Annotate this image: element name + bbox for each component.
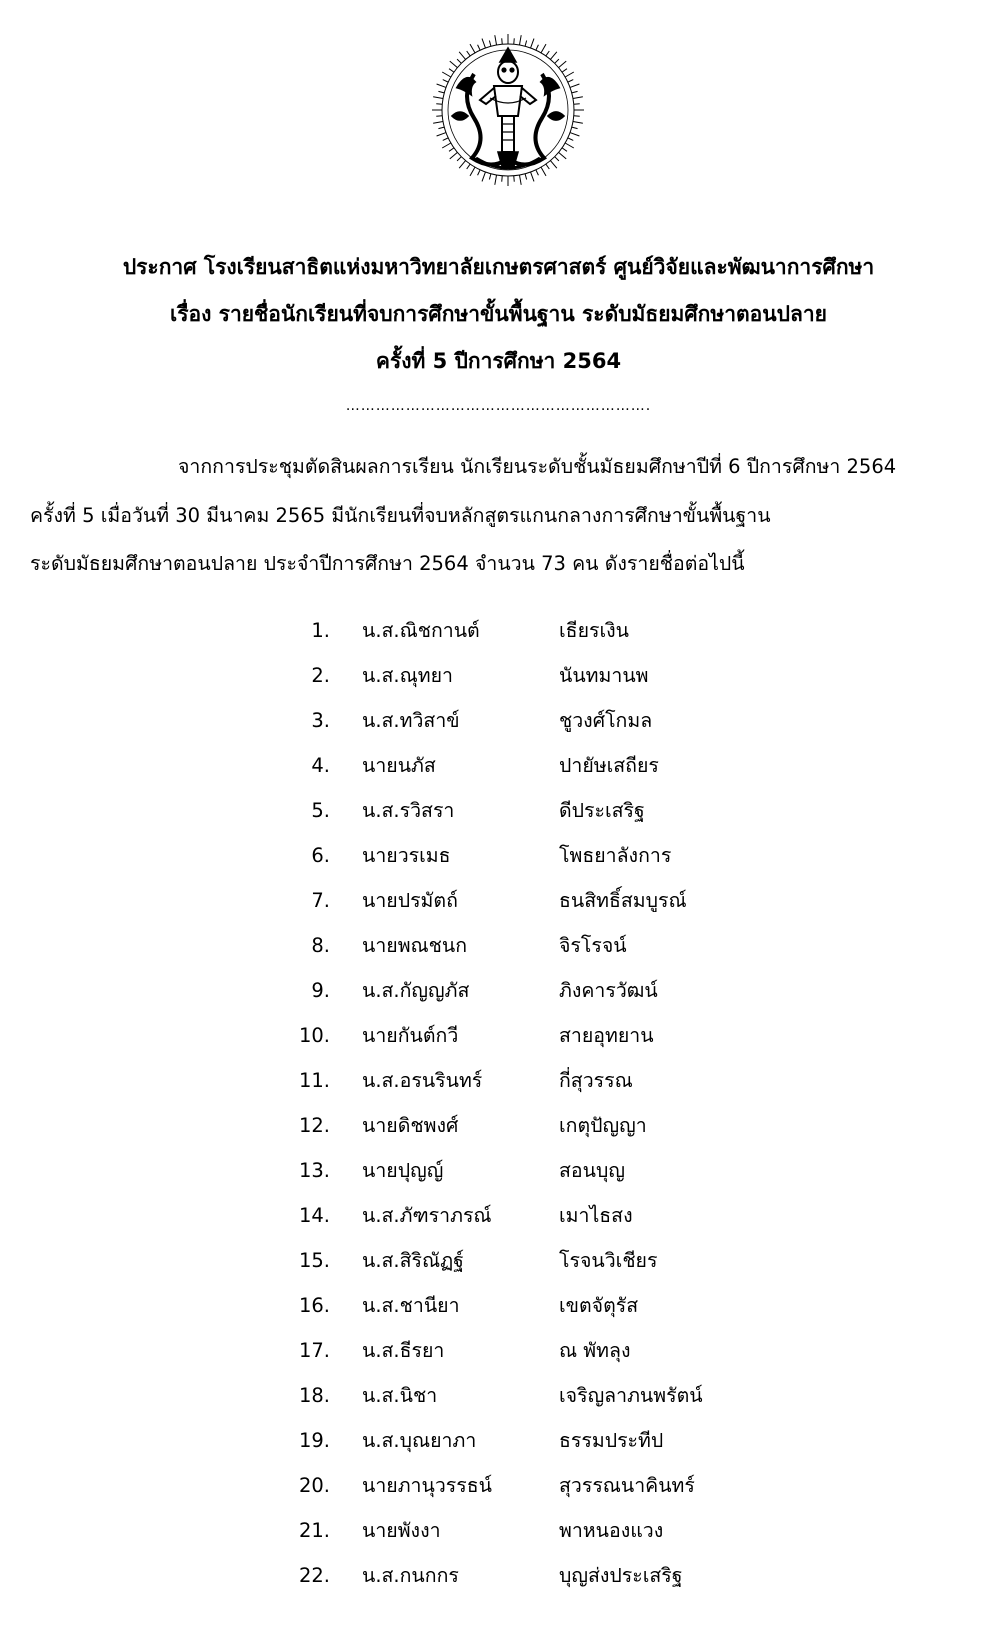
emblem-ray (514, 38, 515, 44)
student-number: 12. (298, 1114, 330, 1137)
emblem-ray (562, 69, 567, 72)
student-number: 1. (311, 619, 330, 642)
emblem-ray (525, 40, 527, 46)
student-number: 3. (311, 709, 330, 732)
emblem-ray (565, 72, 574, 77)
list-item (0, 1518, 997, 1563)
student-number: 4. (311, 754, 330, 777)
student-first-name: น.ส.ณิชกานต์ (362, 619, 480, 642)
student-last-name: สอนบุญ (559, 1159, 625, 1182)
emblem-ray (443, 138, 448, 141)
student-last-name: เมาไธสง (559, 1204, 633, 1227)
emblem-ray (450, 61, 458, 67)
emblem-ray (525, 174, 527, 180)
list-item (0, 1158, 997, 1203)
student-number: 9. (311, 979, 330, 1002)
emblem-ray (436, 116, 442, 117)
emblem-ray (442, 143, 451, 148)
emblem-ray (470, 44, 475, 53)
student-number: 22. (298, 1564, 330, 1587)
list-item (0, 933, 997, 978)
emblem-ray (531, 172, 534, 181)
student-last-name: เกตุปัญญา (559, 1114, 647, 1137)
body-paragraph-line: ระดับมัธยมศึกษาตอนปลาย ประจำปีการศึกษา 2564 จำนวน 73 คน ดังรายชื่อต่อไปนี้ (30, 552, 745, 575)
emblem-ray (559, 152, 567, 158)
emblem-ray (502, 38, 503, 44)
student-first-name: น.ส.นิชา (362, 1384, 438, 1407)
list-item (0, 1293, 997, 1338)
emblem-ray (550, 52, 556, 60)
student-number: 20. (298, 1474, 330, 1497)
student-last-name: สายอุทยาน (559, 1024, 654, 1047)
emblem-ray (478, 170, 481, 175)
list-item (0, 1563, 997, 1608)
student-number: 17. (298, 1339, 330, 1362)
student-last-name: ณ พัทลุง (559, 1339, 631, 1362)
emblem-ray (570, 133, 579, 136)
emblem-ray (450, 152, 458, 158)
emblem-ray (436, 104, 442, 105)
student-last-name: โรจนวิเชียร (559, 1249, 658, 1272)
emblem-ray (438, 127, 444, 129)
emblem-ray (531, 39, 534, 48)
student-last-name: ธนสิทธิ์สมบูรณ์ (559, 889, 687, 912)
emblem-ray (519, 35, 521, 45)
list-item (0, 1068, 997, 1113)
student-first-name: น.ส.ภัฑราภรณ์ (362, 1204, 492, 1227)
student-first-name: นายพณชนก (362, 934, 468, 957)
list-item (0, 978, 997, 1023)
student-last-name: กี่สุวรรณ (559, 1069, 633, 1092)
emblem-ray (443, 80, 448, 83)
student-first-name: นายกันต์กวี (362, 1024, 459, 1047)
student-last-name: นันทมานพ (559, 664, 649, 687)
emblem-ray (572, 127, 578, 129)
announcement-subject: เรื่อง รายชื่อนักเรียนที่จบการศึกษาขั้นพื้นฐาน ระดับมัธยมศึกษาตอนปลาย (170, 302, 827, 326)
emblem-ray (489, 40, 491, 46)
emblem-ray (442, 72, 451, 77)
student-last-name: เขตจัตุรัส (559, 1294, 639, 1317)
emblem-ray (546, 164, 549, 169)
student-number: 18. (298, 1384, 330, 1407)
list-item (0, 1338, 997, 1383)
list-item (0, 798, 997, 843)
emblem-ray (550, 161, 556, 169)
emblem-ray (437, 133, 446, 136)
list-item (0, 843, 997, 888)
student-last-name: ปายัษเสถียร (559, 754, 659, 777)
student-number: 2. (311, 664, 330, 687)
emblem-ray (568, 138, 573, 141)
list-item (0, 888, 997, 933)
emblem-ray (572, 91, 578, 93)
student-first-name: นายดิชพงศ์ (362, 1114, 459, 1137)
body-paragraph-line: จากการประชุมตัดสินผลการเรียน นักเรียนระดับชั้นมัธยมศึกษาปีที่ 6 ปีการศึกษา 2564 (178, 455, 897, 478)
student-last-name: ชูวงศ์โกมล (559, 709, 653, 732)
list-item (0, 1023, 997, 1068)
emblem-ray (437, 84, 446, 87)
emblem-ray (555, 157, 559, 161)
emblem-ray (457, 59, 461, 63)
emblem-ray (502, 176, 503, 182)
school-emblem-icon (430, 28, 586, 193)
student-first-name: นายนภัส (362, 754, 436, 777)
emblem-ray (536, 45, 539, 50)
student-number: 21. (298, 1519, 330, 1542)
student-first-name: นายภานุวรรธน์ (362, 1474, 492, 1497)
student-first-name: น.ส.กนกกร (362, 1564, 459, 1587)
student-last-name: ดีประเสริฐ (559, 799, 645, 822)
student-last-name: จิรโรจน์ (559, 934, 627, 957)
emblem-ray (570, 84, 579, 87)
student-first-name: นายพังงา (362, 1519, 441, 1542)
student-number: 10. (298, 1024, 330, 1047)
emblem-ray (541, 167, 546, 176)
emblem-ray (482, 172, 485, 181)
separator: ……………………………………………………. (345, 398, 652, 414)
student-last-name: ภิงคารวัฒน์ (559, 979, 658, 1002)
list-item (0, 1473, 997, 1518)
student-number: 14. (298, 1204, 330, 1227)
list-item (0, 1383, 997, 1428)
list-item (0, 1248, 997, 1293)
list-item (0, 1203, 997, 1248)
student-number: 7. (311, 889, 330, 912)
emblem-ray (495, 175, 497, 185)
announcement-title: ประกาศ โรงเรียนสาธิตแห่งมหาวิทยาลัยเกษตรศาสตร์ ศูนย์วิจัยและพัฒนาการศึกษา (122, 255, 875, 279)
student-last-name: สุวรรณนาคินทร์ (559, 1474, 695, 1497)
student-first-name: นายปรมัตถ์ (362, 889, 458, 912)
list-item (0, 663, 997, 708)
emblem-ray (573, 121, 583, 123)
student-first-name: น.ส.อรนรินทร์ (362, 1069, 483, 1092)
emblem-ray (495, 35, 497, 45)
student-first-name: น.ส.สิริณัฏฐ์ (362, 1249, 464, 1272)
list-item (0, 618, 997, 663)
student-first-name: นายวรเมธ (362, 844, 451, 867)
emblem-ray (457, 157, 461, 161)
emblem-ray (449, 69, 454, 72)
list-item (0, 753, 997, 798)
emblem-ray (546, 51, 549, 56)
emblem-ray (438, 91, 444, 93)
emblem-ray (562, 148, 567, 151)
student-number: 15. (298, 1249, 330, 1272)
emblem-ray (574, 116, 580, 117)
emblem-ray (449, 148, 454, 151)
student-number: 19. (298, 1429, 330, 1452)
student-last-name: เธียรเงิน (559, 619, 629, 642)
emblem-ray (573, 97, 583, 99)
emblem-ray (470, 167, 475, 176)
body-paragraph-line: ครั้งที่ 5 เมื่อวันที่ 30 มีนาคม 2565 มีนักเรียนที่จบหลักสูตรแกนกลางการศึกษาขั้นพื้นฐาน (30, 504, 771, 527)
student-first-name: น.ส.กัญญภัส (362, 979, 470, 1002)
student-last-name: โพธยาลังการ (559, 844, 672, 867)
student-number: 8. (311, 934, 330, 957)
student-first-name: น.ส.รวิสรา (362, 799, 455, 822)
emblem-ray (514, 176, 515, 182)
student-last-name: พาหนองแวง (559, 1519, 664, 1542)
student-number: 13. (298, 1159, 330, 1182)
announcement-round: ครั้งที่ 5 ปีการศึกษา 2564 (375, 349, 622, 373)
student-list (0, 618, 997, 1608)
emblem-ray (489, 174, 491, 180)
emblem-ray (574, 104, 580, 105)
student-first-name: น.ส.ธีรยา (362, 1339, 445, 1362)
student-first-name: น.ส.บุณยาภา (362, 1429, 477, 1452)
student-number: 5. (311, 799, 330, 822)
emblem-ray (568, 80, 573, 83)
emblem-ray (433, 97, 443, 99)
emblem-ray (459, 161, 465, 169)
emblem-ray (478, 45, 481, 50)
student-last-name: บุญส่งประเสริฐ (559, 1564, 683, 1587)
student-number: 6. (311, 844, 330, 867)
emblem-ray (467, 164, 470, 169)
student-first-name: น.ส.ชานียา (362, 1294, 460, 1317)
student-first-name: นายปุญญ์ (362, 1159, 444, 1182)
emblem-ray (519, 175, 521, 185)
list-item (0, 708, 997, 753)
student-last-name: เจริญลาภนพรัตน์ (559, 1384, 703, 1407)
list-item (0, 1113, 997, 1158)
student-last-name: ธรรมประทีป (559, 1429, 664, 1452)
emblem-ray (565, 143, 574, 148)
emblem-ray (482, 39, 485, 48)
emblem-ray (541, 44, 546, 53)
emblem-ray (536, 170, 539, 175)
student-number: 16. (298, 1294, 330, 1317)
student-number: 11. (298, 1069, 330, 1092)
student-first-name: น.ส.ทวิสาข์ (362, 709, 460, 732)
emblem-ray (459, 52, 465, 60)
emblem-ray (433, 121, 443, 123)
emblem-ray (555, 59, 559, 63)
emblem-ray (467, 51, 470, 56)
emblem-ray (559, 61, 567, 67)
student-first-name: น.ส.ณุทยา (362, 664, 453, 687)
list-item (0, 1428, 997, 1473)
